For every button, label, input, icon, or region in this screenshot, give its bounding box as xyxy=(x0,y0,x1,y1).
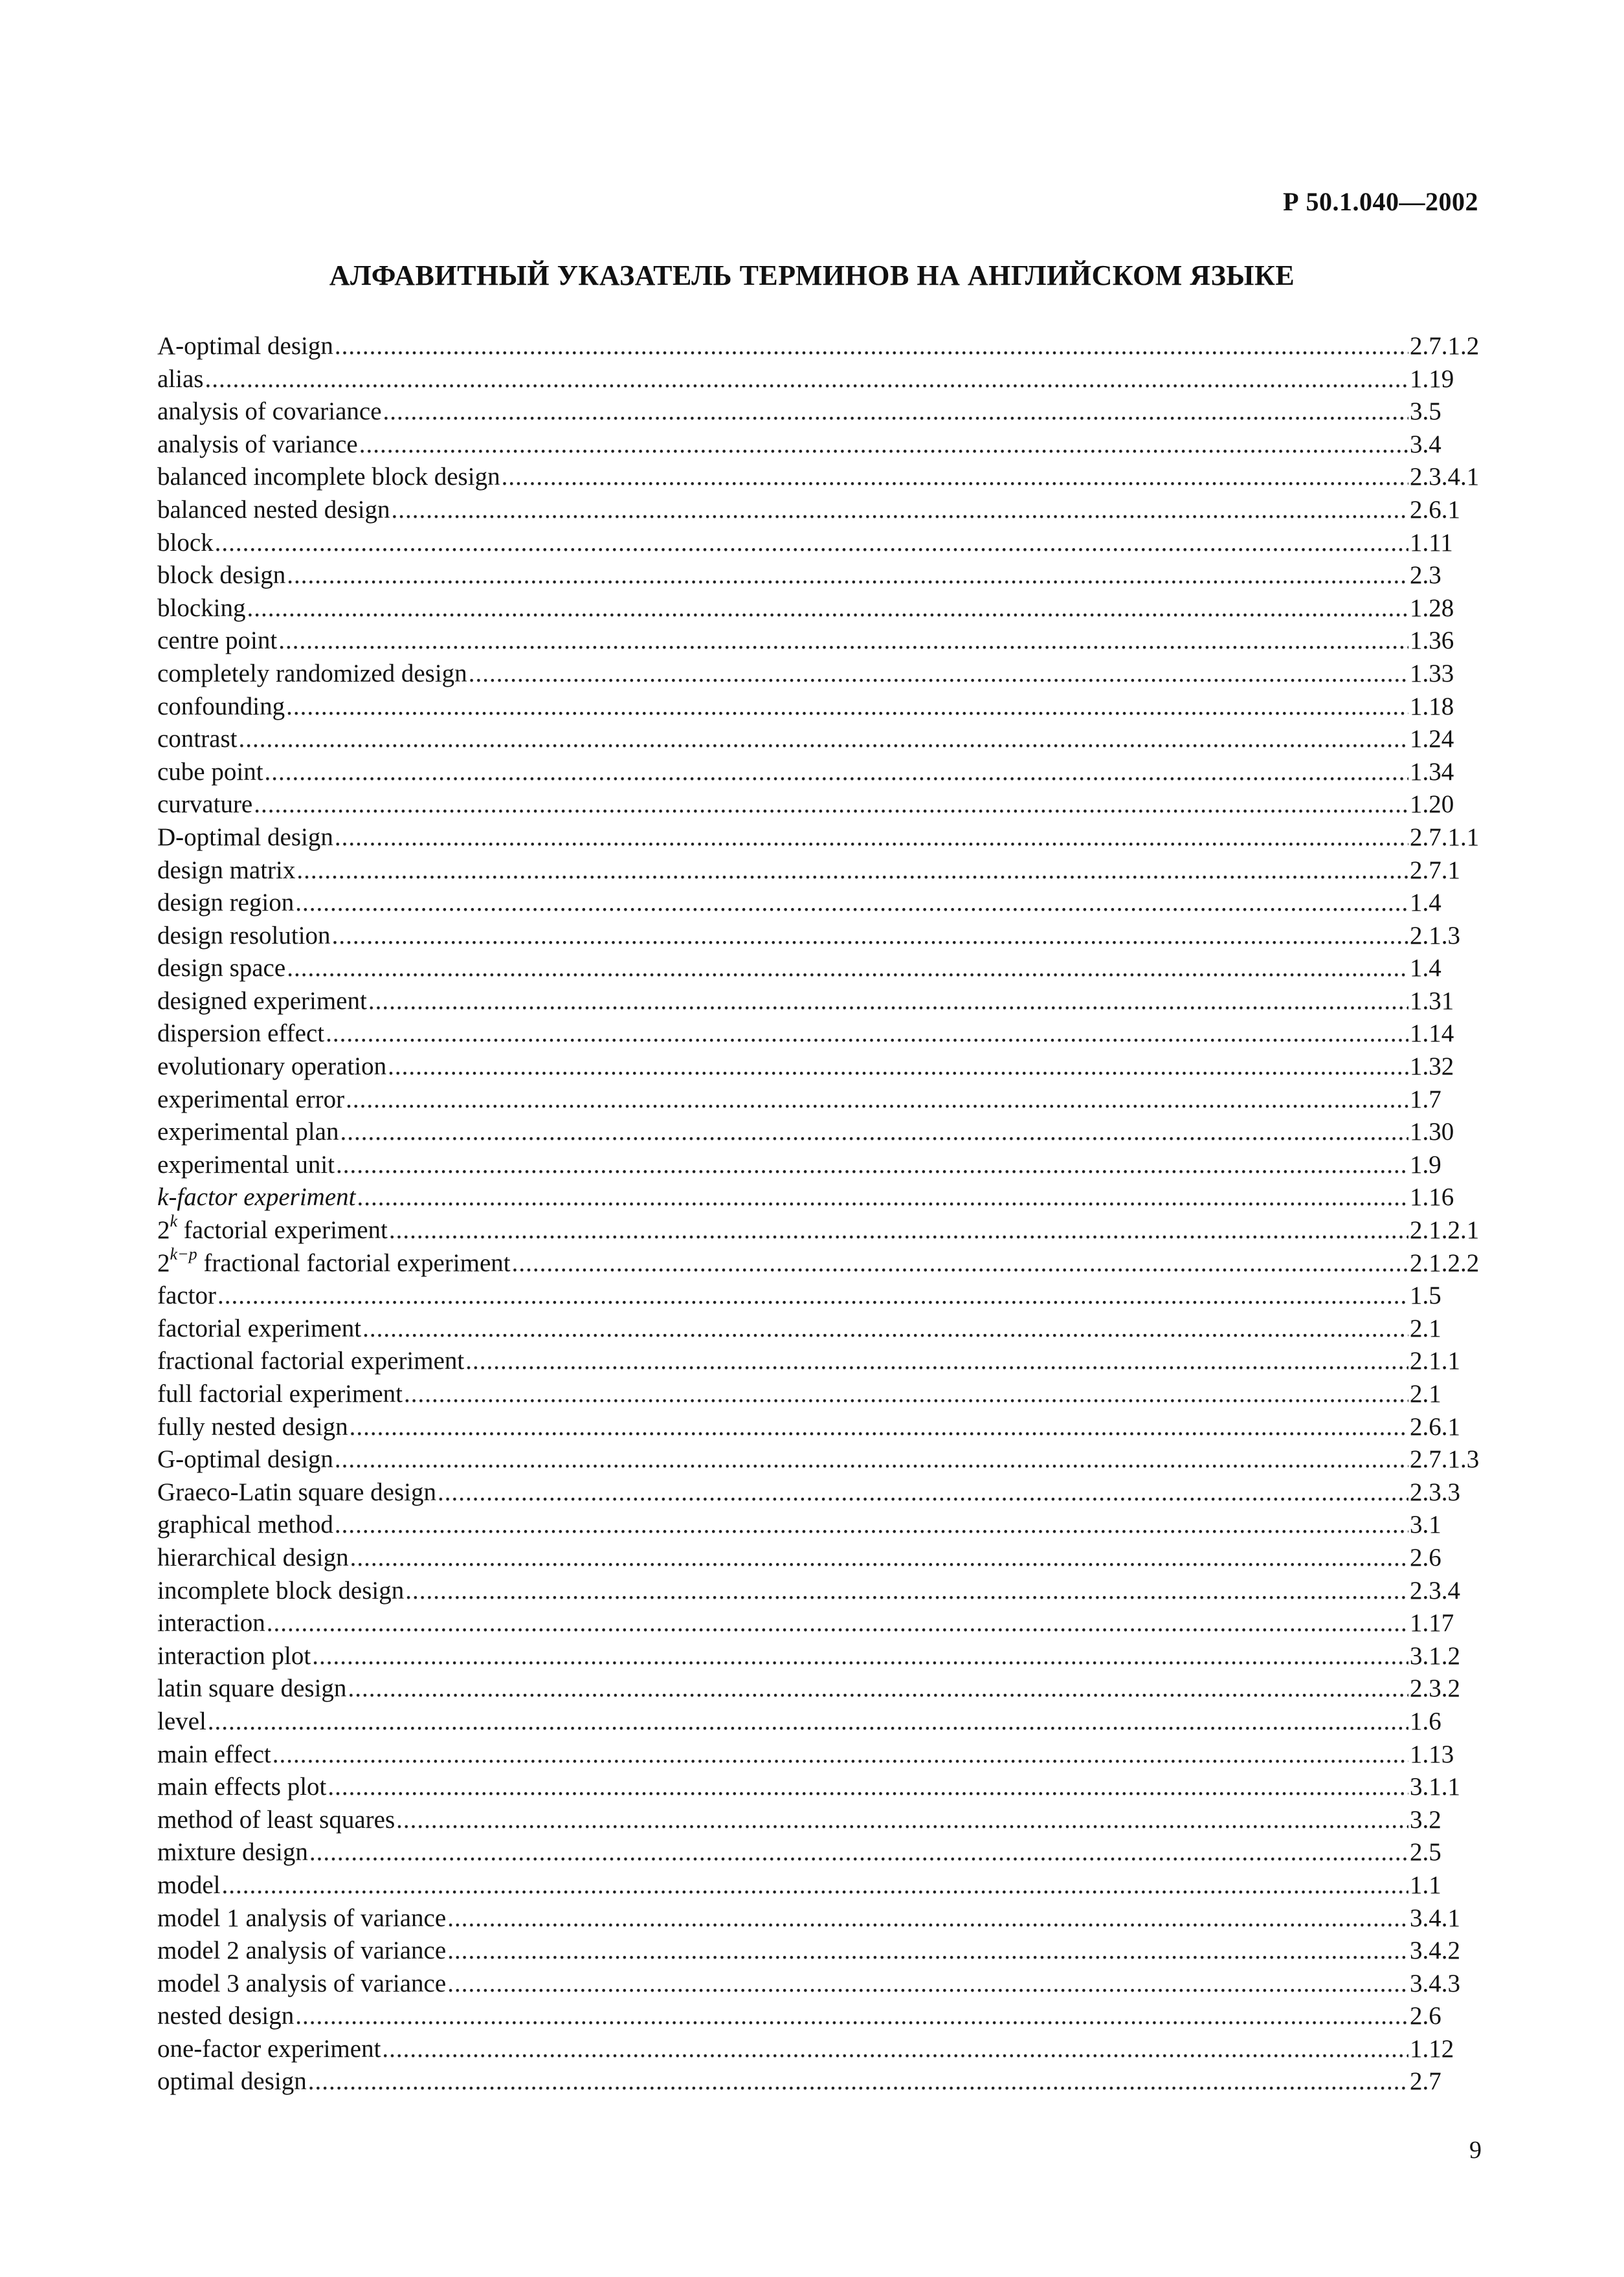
index-entry xyxy=(157,527,1491,560)
index-term xyxy=(157,1607,265,1640)
index-term xyxy=(157,1902,446,1935)
section-reference: 2.1 xyxy=(1410,1314,1441,1342)
section-reference: 3.4 xyxy=(1410,430,1441,458)
section-reference: 1.33 xyxy=(1410,659,1454,687)
index-term xyxy=(157,2065,307,2098)
term-text: graphical method xyxy=(157,1511,333,1539)
section-reference: 3.1.1 xyxy=(1410,1773,1460,1801)
index-entry xyxy=(157,1181,1491,1214)
term-superscript: k xyxy=(170,1212,178,1231)
section-reference: 2.1 xyxy=(1410,1380,1441,1408)
index-entry xyxy=(157,1083,1491,1116)
term-text: design resolution xyxy=(157,921,331,950)
term-text: fractional factorial experiment xyxy=(157,1347,465,1375)
dot-leader xyxy=(254,788,1408,821)
index-term xyxy=(157,2033,381,2066)
index-entry xyxy=(157,920,1491,953)
index-entry xyxy=(157,952,1491,985)
index-term xyxy=(157,1476,436,1509)
index-entry xyxy=(157,1935,1491,1968)
term-text: model 2 analysis of variance xyxy=(157,1937,447,1965)
term-text: evolutionary operation xyxy=(157,1052,387,1081)
index-term xyxy=(157,1738,271,1772)
dot-leader xyxy=(278,625,1408,658)
term-text: blocking xyxy=(157,594,246,622)
term-italic-prefix: k xyxy=(157,1183,169,1212)
term-text: design matrix xyxy=(157,856,296,884)
dot-leader xyxy=(438,1476,1408,1509)
index-term xyxy=(157,854,295,887)
term-text: main effects plot xyxy=(157,1773,327,1801)
dot-leader xyxy=(287,952,1408,985)
index-entry xyxy=(157,1411,1491,1444)
index-entry xyxy=(157,1705,1491,1738)
term-text: balanced nested design xyxy=(157,495,390,524)
index-term xyxy=(157,625,277,658)
dot-leader xyxy=(326,1017,1408,1050)
section-reference: 3.4.2 xyxy=(1410,1937,1460,1965)
dot-leader xyxy=(309,1836,1408,1869)
index-entry xyxy=(157,559,1491,592)
section-reference: 2.6 xyxy=(1410,2002,1441,2030)
index-entry xyxy=(157,1607,1491,1640)
dot-leader xyxy=(389,1214,1408,1247)
index-list xyxy=(157,330,1491,2098)
section-reference: 2.1.3 xyxy=(1410,921,1460,950)
section-reference: 2.7.1 xyxy=(1410,856,1460,884)
dot-leader xyxy=(502,461,1408,494)
term-text: confounding xyxy=(157,692,285,720)
section-reference: 2.7.1.1 xyxy=(1410,823,1480,851)
term-text: design region xyxy=(157,889,295,917)
section-reference: 2.3.2 xyxy=(1410,1674,1460,1703)
index-entry xyxy=(157,658,1491,691)
index-term xyxy=(157,1804,395,1837)
index-entry xyxy=(157,756,1491,789)
section-reference: 3.5 xyxy=(1410,397,1441,426)
dot-leader xyxy=(404,1378,1408,1411)
section-reference: 1.31 xyxy=(1410,986,1454,1015)
dot-leader xyxy=(328,1771,1408,1804)
index-entry xyxy=(157,461,1491,494)
index-entry xyxy=(157,592,1491,625)
section-reference: 2.6.1 xyxy=(1410,1412,1460,1441)
term-text: one-factor experiment xyxy=(157,2034,381,2063)
index-entry xyxy=(157,1542,1491,1575)
index-term xyxy=(157,920,331,953)
term-text: design space xyxy=(157,954,286,983)
dot-leader xyxy=(388,1050,1408,1083)
dot-leader xyxy=(238,723,1408,756)
index-term xyxy=(157,1542,349,1575)
index-entry xyxy=(157,1378,1491,1411)
index-entry xyxy=(157,887,1491,920)
term-text: experimental plan xyxy=(157,1118,339,1146)
section-reference: 1.7 xyxy=(1410,1085,1441,1113)
index-term xyxy=(157,527,214,560)
index-entry xyxy=(157,1280,1491,1313)
dot-leader xyxy=(512,1247,1408,1280)
section-reference: 2.3 xyxy=(1410,561,1441,590)
section-reference: 3.1 xyxy=(1410,1511,1441,1539)
term-text: model xyxy=(157,1871,221,1899)
index-term xyxy=(157,1345,464,1378)
index-term xyxy=(157,363,203,396)
term-text: fractional factorial experiment xyxy=(197,1249,511,1277)
dot-leader xyxy=(348,1672,1408,1705)
index-entry xyxy=(157,1836,1491,1869)
dot-leader xyxy=(447,1902,1408,1935)
dot-leader xyxy=(332,920,1408,953)
section-reference: 2.7.1.2 xyxy=(1410,332,1480,360)
index-entry xyxy=(157,1968,1491,2001)
index-term xyxy=(157,691,285,724)
term-text: level xyxy=(157,1707,206,1735)
dot-leader xyxy=(346,1083,1408,1116)
index-entry xyxy=(157,821,1491,854)
index-term xyxy=(157,428,358,461)
dot-leader xyxy=(267,1607,1408,1640)
dot-leader xyxy=(296,854,1408,887)
section-reference: 1.18 xyxy=(1410,692,1454,720)
index-entry xyxy=(157,1672,1491,1705)
term-text: model 1 analysis of variance xyxy=(157,1904,447,1932)
section-reference: 2.7 xyxy=(1410,2067,1441,2096)
section-reference: 1.20 xyxy=(1410,790,1454,819)
index-term xyxy=(157,1378,403,1411)
index-entry xyxy=(157,1214,1491,1247)
index-term xyxy=(157,1672,346,1705)
term-text: interaction plot xyxy=(157,1641,311,1670)
term-text: cube point xyxy=(157,757,263,786)
index-entry xyxy=(157,494,1491,527)
index-entry xyxy=(157,395,1491,428)
section-reference: 2.3.4 xyxy=(1410,1576,1460,1605)
index-term xyxy=(157,2000,294,2033)
section-reference: 1.17 xyxy=(1410,1609,1454,1638)
index-entry xyxy=(157,1804,1491,1837)
dot-leader xyxy=(382,2033,1408,2066)
index-term xyxy=(157,1116,339,1149)
term-text: interaction xyxy=(157,1609,265,1638)
dot-leader xyxy=(335,1443,1408,1476)
index-entry xyxy=(157,1116,1491,1149)
index-entry xyxy=(157,1902,1491,1935)
section-reference: 2.3.4.1 xyxy=(1410,463,1480,491)
index-term xyxy=(157,821,333,854)
dot-leader xyxy=(362,1313,1408,1346)
section-reference: 1.4 xyxy=(1410,889,1441,917)
term-text: analysis of covariance xyxy=(157,397,382,426)
index-term xyxy=(157,1836,308,1869)
index-term xyxy=(157,985,367,1018)
section-reference: 2.1.2.1 xyxy=(1410,1216,1480,1245)
index-term xyxy=(157,1640,311,1673)
dot-leader xyxy=(287,559,1408,592)
dot-leader xyxy=(392,494,1408,527)
term-text: full factorial experiment xyxy=(157,1380,403,1408)
dot-leader xyxy=(295,887,1408,920)
term-text: balanced incomplete block design xyxy=(157,463,500,491)
index-entry xyxy=(157,1476,1491,1509)
dot-leader xyxy=(447,1968,1408,2001)
index-entry xyxy=(157,788,1491,821)
term-superscript: k−p xyxy=(170,1244,197,1263)
index-entry xyxy=(157,985,1491,1018)
index-entry xyxy=(157,1149,1491,1182)
section-reference: 3.1.2 xyxy=(1410,1641,1460,1670)
index-term xyxy=(157,494,390,527)
index-term xyxy=(157,788,252,821)
term-text: curvature xyxy=(157,790,253,819)
term-text: main effect xyxy=(157,1740,271,1768)
section-reference: 1.36 xyxy=(1410,627,1454,655)
dot-leader xyxy=(208,1705,1408,1738)
dot-leader xyxy=(312,1640,1408,1673)
index-entry xyxy=(157,1575,1491,1608)
index-entry xyxy=(157,330,1491,363)
term-text: analysis of variance xyxy=(157,430,358,458)
dot-leader xyxy=(335,1509,1408,1542)
index-term xyxy=(157,1968,446,2001)
index-entry xyxy=(157,428,1491,461)
index-entry xyxy=(157,1509,1491,1542)
term-text: nested design xyxy=(157,2002,295,2030)
dot-leader xyxy=(265,756,1408,789)
dot-leader xyxy=(368,985,1408,1018)
section-reference: 1.4 xyxy=(1410,954,1441,983)
dot-leader xyxy=(465,1345,1408,1378)
term-text: contrast xyxy=(157,725,238,753)
index-term xyxy=(157,658,467,691)
term-text: fully nested design xyxy=(157,1412,348,1441)
dot-leader xyxy=(221,1869,1408,1902)
section-reference: 2.3.3 xyxy=(1410,1478,1460,1506)
dot-leader xyxy=(340,1116,1408,1149)
term-text: dispersion effect xyxy=(157,1019,325,1048)
page-number: 9 xyxy=(1469,2137,1482,2164)
section-reference: 1.28 xyxy=(1410,594,1454,622)
dot-leader xyxy=(336,1149,1408,1182)
index-entry xyxy=(157,1738,1491,1772)
index-entry xyxy=(157,691,1491,724)
term-text: experimental unit xyxy=(157,1150,335,1179)
section-reference: 1.1 xyxy=(1410,1871,1441,1899)
section-reference: 1.5 xyxy=(1410,1282,1441,1310)
dot-leader xyxy=(308,2065,1408,2098)
document-code: Р 50.1.040—2002 xyxy=(1283,187,1478,216)
section-reference: 3.4.3 xyxy=(1410,1969,1460,1997)
index-term xyxy=(157,952,285,985)
term-text: G-optimal design xyxy=(157,1445,333,1474)
section-reference: 1.9 xyxy=(1410,1150,1441,1179)
index-entry xyxy=(157,1345,1491,1378)
index-term xyxy=(157,1411,348,1444)
term-base: 2 xyxy=(157,1249,170,1277)
section-reference: 1.30 xyxy=(1410,1118,1454,1146)
dot-leader xyxy=(335,330,1408,363)
dot-leader xyxy=(350,1411,1408,1444)
term-text: mixture design xyxy=(157,1838,308,1867)
index-term xyxy=(157,1509,333,1542)
index-term xyxy=(157,1181,355,1214)
dot-leader xyxy=(215,527,1408,560)
dot-leader xyxy=(335,821,1408,854)
term-text: D-optimal design xyxy=(157,823,333,851)
section-reference: 1.13 xyxy=(1410,1740,1454,1768)
index-entry xyxy=(157,1050,1491,1083)
dot-leader xyxy=(350,1542,1408,1575)
term-text: incomplete block design xyxy=(157,1576,405,1605)
dot-leader xyxy=(295,2000,1408,2033)
index-term xyxy=(157,395,382,428)
section-reference: 1.6 xyxy=(1410,1707,1441,1735)
term-text: centre point xyxy=(157,627,278,655)
section-reference: 1.19 xyxy=(1410,364,1454,393)
index-term xyxy=(157,1050,386,1083)
dot-leader xyxy=(359,428,1408,461)
index-term xyxy=(157,330,333,363)
section-reference: 1.11 xyxy=(1410,528,1453,557)
section-reference: 1.34 xyxy=(1410,757,1454,786)
section-reference: 1.14 xyxy=(1410,1019,1454,1048)
index-term xyxy=(157,559,285,592)
term-text: factor xyxy=(157,1282,216,1310)
index-term xyxy=(157,1280,216,1313)
index-term xyxy=(157,756,263,789)
index-term xyxy=(157,1017,324,1050)
term-text: completely randomized design xyxy=(157,659,467,687)
index-entry xyxy=(157,363,1491,396)
term-text: alias xyxy=(157,364,204,393)
index-term xyxy=(157,1313,361,1346)
index-term xyxy=(157,1705,206,1738)
index-term xyxy=(157,1244,511,1280)
index-term xyxy=(157,1869,220,1902)
term-text: optimal design xyxy=(157,2067,307,2096)
index-term xyxy=(157,1935,446,1968)
index-term xyxy=(157,1575,404,1608)
dot-leader xyxy=(247,592,1408,625)
section-reference: 2.1.2.2 xyxy=(1410,1249,1480,1277)
index-term xyxy=(157,1443,333,1476)
section-reference: 2.5 xyxy=(1410,1838,1441,1867)
dot-leader xyxy=(273,1738,1408,1772)
section-reference: 2.6.1 xyxy=(1410,495,1460,524)
index-term xyxy=(157,1214,388,1247)
dot-leader xyxy=(405,1575,1408,1608)
section-reference: 3.4.1 xyxy=(1410,1904,1460,1932)
dot-leader xyxy=(447,1935,1408,1968)
index-entry xyxy=(157,2033,1491,2066)
term-text: latin square design xyxy=(157,1674,347,1703)
index-entry xyxy=(157,2065,1491,2098)
section-reference: 2.7.1.3 xyxy=(1410,1445,1480,1474)
index-entry xyxy=(157,854,1491,887)
term-text: designed experiment xyxy=(157,986,367,1015)
page-title: АЛФАВИТНЫЙ УКАЗАТЕЛЬ ТЕРМИНОВ НА АНГЛИЙСКОМ ЯЗЫКЕ xyxy=(329,260,1295,291)
term-text: hierarchical design xyxy=(157,1543,349,1572)
section-reference: 3.2 xyxy=(1410,1805,1441,1834)
dot-leader xyxy=(205,363,1408,396)
index-term xyxy=(157,887,294,920)
term-text: experimental error xyxy=(157,1085,345,1113)
index-term xyxy=(157,1083,344,1116)
index-term xyxy=(157,1149,335,1182)
index-entry xyxy=(157,723,1491,756)
term-text: A-optimal design xyxy=(157,332,333,360)
index-entry xyxy=(157,2000,1491,2033)
dot-leader xyxy=(469,658,1408,691)
index-term xyxy=(157,461,500,494)
term-text: factorial experiment xyxy=(157,1314,362,1342)
term-text: method of least squares xyxy=(157,1805,395,1834)
dot-leader xyxy=(383,395,1408,428)
index-entry xyxy=(157,1869,1491,1902)
dot-leader xyxy=(217,1280,1408,1313)
index-entry xyxy=(157,1771,1491,1804)
term-text: -factor experiment xyxy=(168,1183,356,1212)
section-reference: 2.1.1 xyxy=(1410,1347,1460,1375)
term-text: block design xyxy=(157,561,286,590)
index-entry xyxy=(157,1313,1491,1346)
term-text: block xyxy=(157,528,214,557)
section-reference: 1.32 xyxy=(1410,1052,1454,1081)
section-reference: 1.12 xyxy=(1410,2034,1454,2063)
dot-leader xyxy=(357,1181,1408,1214)
index-entry xyxy=(157,1244,1491,1280)
section-reference: 1.24 xyxy=(1410,725,1454,753)
index-entry xyxy=(157,1017,1491,1050)
dot-leader xyxy=(396,1804,1408,1837)
index-entry xyxy=(157,1443,1491,1476)
dot-leader xyxy=(286,691,1408,724)
term-text: factorial experiment xyxy=(177,1216,388,1245)
section-reference: 2.6 xyxy=(1410,1543,1441,1572)
term-base: 2 xyxy=(157,1216,170,1245)
index-entry xyxy=(157,1640,1491,1673)
index-entry xyxy=(157,625,1491,658)
term-text: Graeco-Latin square design xyxy=(157,1478,436,1506)
section-reference: 1.16 xyxy=(1410,1183,1454,1212)
index-term xyxy=(157,1771,326,1804)
index-term xyxy=(157,592,245,625)
index-term xyxy=(157,723,237,756)
term-text: model 3 analysis of variance xyxy=(157,1969,447,1997)
